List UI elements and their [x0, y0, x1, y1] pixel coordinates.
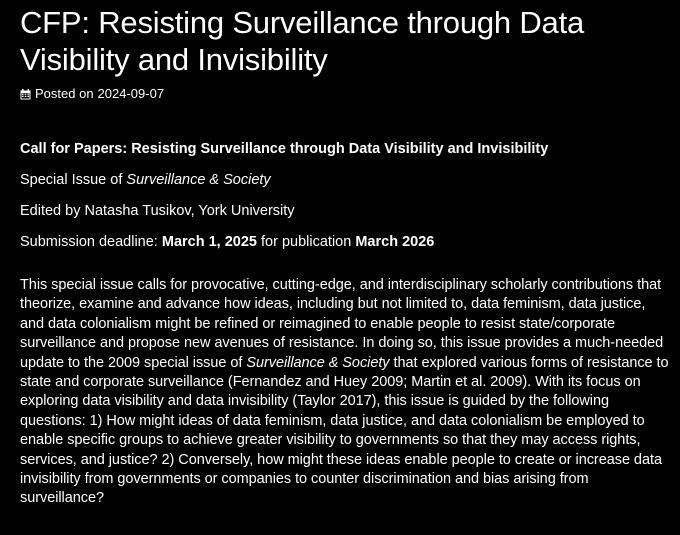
publication-date: March 2026 — [355, 234, 435, 250]
deadline-date: March 1, 2025 — [161, 234, 257, 250]
deadline-prefix: Submission deadline: — [20, 234, 162, 250]
deadline-line — [20, 232, 670, 252]
calendar-icon — [20, 89, 31, 100]
special-issue-line — [20, 170, 670, 190]
article — [20, 4, 670, 509]
body-paragraph — [20, 276, 670, 509]
post-meta — [20, 86, 670, 102]
page-title: CFP: Resisting Surveillance through Data Visibility and Invisibility — [20, 5, 585, 77]
body-text-1: This special issue calls for provocative, cutting-edge, and interdisciplinary scholarly contributions that theorize, examine and advance how ideas, including but not limited to, data feminism, data justice, and data colonialism might be refined or reimagined to enable people to resist state/corporate surveillance and propose new avenues of resistance. In doing so, this issue provides a much-needed update to the 2009 special issue of — [20, 277, 664, 371]
posted-date: 2024-09-07 — [97, 86, 165, 101]
cfp-heading: Call for Papers: Resisting Surveillance through Data Visibility and Invisibility — [20, 141, 549, 157]
publication-prefix: for publication — [257, 234, 356, 250]
special-issue-prefix: Special Issue of — [20, 172, 127, 188]
editor-line: Edited by Natasha Tusikov, York University — [20, 203, 295, 219]
posted-label: Posted on — [35, 86, 94, 101]
body-text-2: that explored various forms of resistance to state and corporate surveillance (Fernandez and Huey 2009; Martin et al. 2009). With its focus on exploring data visibility and data invisibility (Taylor 2017), this issue is guided by the following questions: 1) How might ideas of data feminism, data justice, and data colonialism be employed to enable specific groups to achieve greater visibility to governments so that they may access rights, services, and justice? 2) Conversely, how might these ideas enable people to create or increase data invisibility from governments or companies to counter discrimination and bias arising from surveillance? — [20, 354, 669, 507]
body-journal-name: Surveillance & Society — [246, 354, 390, 371]
journal-name: Surveillance & Society — [126, 172, 271, 188]
